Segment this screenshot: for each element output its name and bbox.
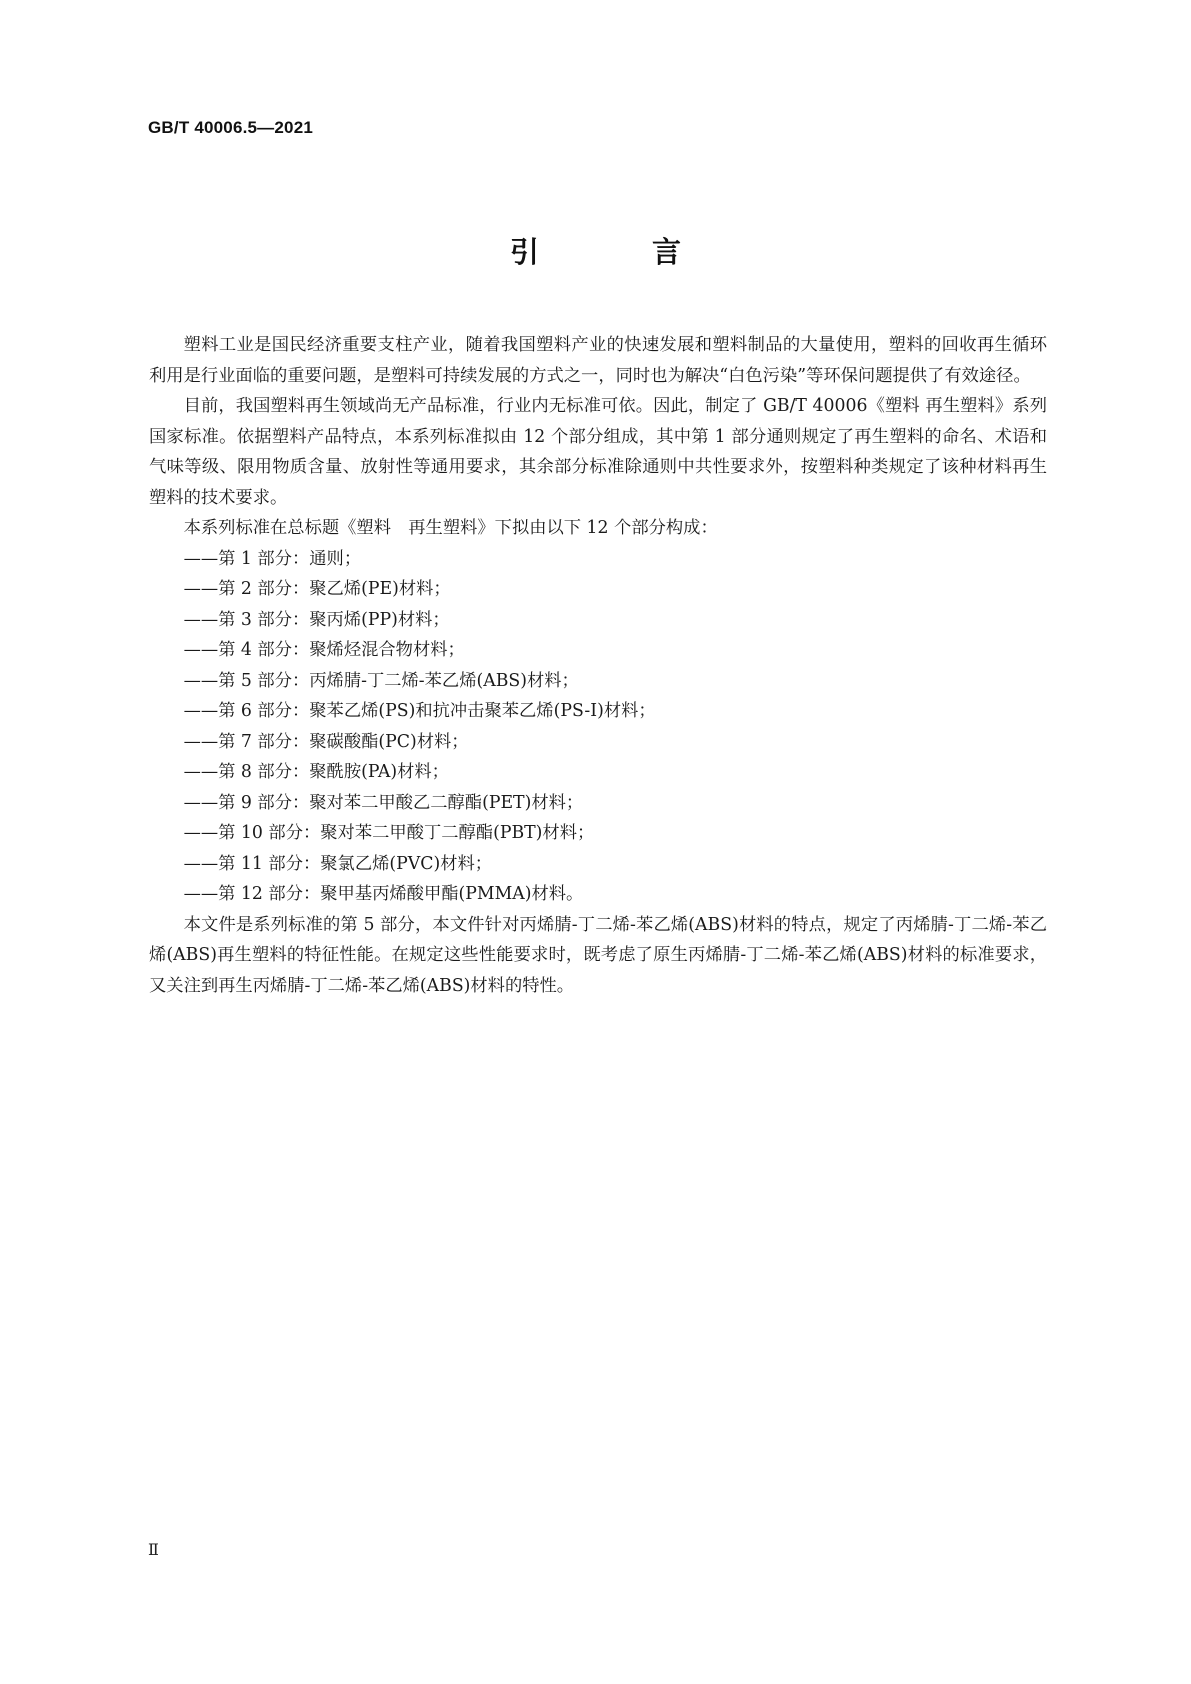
list-item: ——第 11 部分：聚氯乙烯(PVC)材料； bbox=[183, 853, 493, 874]
list-item: ——第 4 部分：聚烯烃混合物材料； bbox=[183, 640, 465, 660]
page-title: 引 言 bbox=[509, 235, 723, 269]
closing-paragraph: 本文件是系列标准的第 5 部分，本文件针对丙烯腈-丁二烯-苯乙烯(ABS)材料的特点，规定了丙烯腈-丁二烯-苯乙烯(ABS)再生塑料的特征性能。在规定这些性能要求时，既考虑了原生丙烯腈-丁二烯-苯乙烯(ABS)材料的标准要求，又关注到再生丙烯腈-丁二烯-苯乙烯(ABS)材料的特性。 bbox=[149, 914, 1047, 996]
parts-list bbox=[149, 544, 1047, 910]
intro-paragraph-3: 本系列标准在总标题《塑料 再生塑料》下拟由以下 12 个部分构成： bbox=[183, 518, 718, 538]
intro-paragraph-1: 塑料工业是国民经济重要支柱产业，随着我国塑料产业的快速发展和塑料制品的大量使用，塑料的回收再生循环利用是行业面临的重要问题，是塑料可持续发展的方式之一，同时也为解决“白色污染”等环保问题提供了有效途径。 bbox=[149, 335, 1047, 386]
list-item: ——第 6 部分：聚苯乙烯(PS)和抗冲击聚苯乙烯(PS-I)材料； bbox=[183, 701, 656, 721]
list-item: ——第 5 部分：丙烯腈-丁二烯-苯乙烯(ABS)材料； bbox=[183, 670, 579, 691]
list-item: ——第 8 部分：聚酰胺(PA)材料； bbox=[183, 762, 449, 782]
list-item: ——第 7 部分：聚碳酸酯(PC)材料； bbox=[183, 731, 469, 752]
list-item: ——第 2 部分：聚乙烯(PE)材料； bbox=[183, 579, 451, 599]
list-item: ——第 12 部分：聚甲基丙烯酸甲酯(PMMA)材料。 bbox=[183, 884, 584, 904]
list-item: ——第 1 部分：通则； bbox=[183, 548, 362, 569]
list-item: ——第 3 部分：聚丙烯(PP)材料； bbox=[183, 609, 450, 630]
document-body bbox=[149, 330, 1047, 1001]
document-code: GB/T 40006.5—2021 bbox=[148, 118, 313, 137]
intro-paragraph-2: 目前，我国塑料再生领域尚无产品标准，行业内无标准可依。因此，制定了 GB/T 40006《塑料 再生塑料》系列国家标准。依据塑料产品特点，本系列标准拟由 12 个部分组成，其中第 1 部分通则规定了再生塑料的命名、术语和气味等级、限用物质含量、放射性等通用要求，其余部分标准除通则中共性要求外，按塑料种类规定了该种材料再生塑料的技术要求。 bbox=[149, 396, 1047, 508]
list-item: ——第 9 部分：聚对苯二甲酸乙二醇酯(PET)材料； bbox=[183, 792, 584, 813]
page-number: Ⅱ bbox=[148, 1540, 159, 1559]
list-item: ——第 10 部分：聚对苯二甲酸丁二醇酯(PBT)材料； bbox=[183, 823, 595, 843]
